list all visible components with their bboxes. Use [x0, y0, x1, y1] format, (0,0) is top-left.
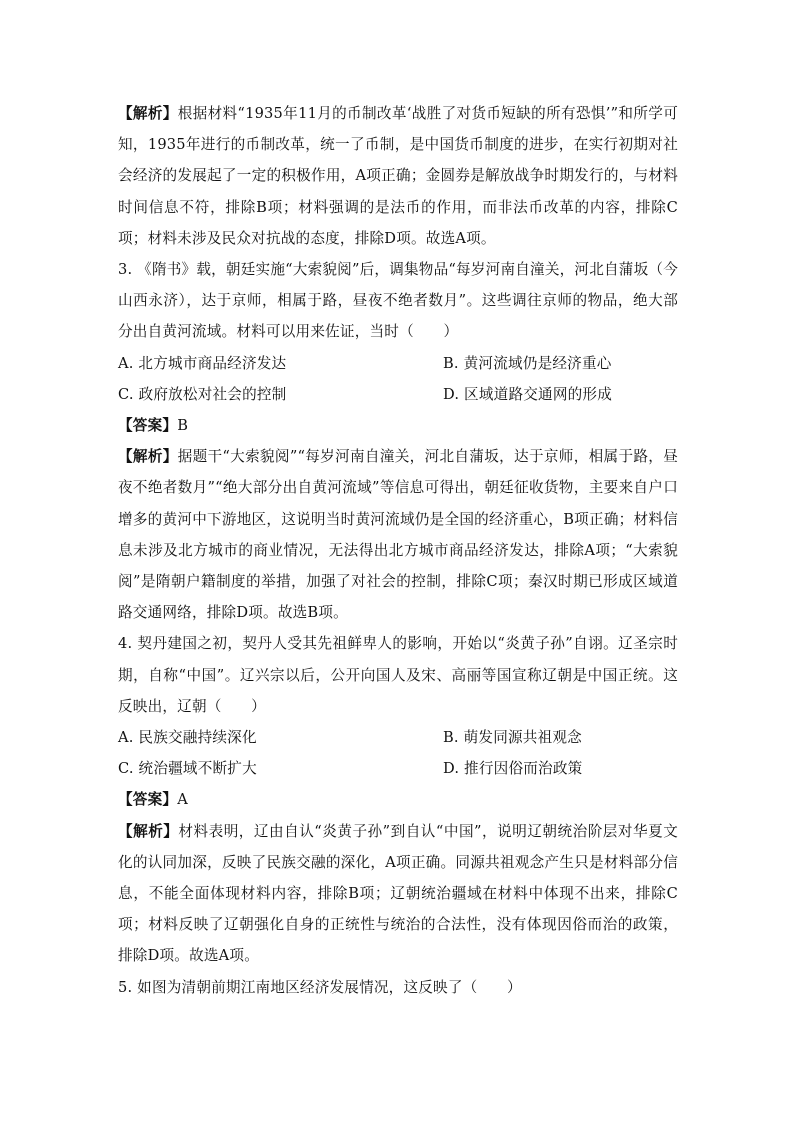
explanation-q3: [118, 441, 678, 628]
explanation-q2: [118, 98, 678, 254]
option-a[interactable]: A. 民族交融持续深化: [118, 729, 257, 747]
option-c[interactable]: C. 政府放松对社会的控制: [118, 385, 287, 403]
question-5: 5. 如图为清朝前期江南地区经济发展情况，这反映了（ ）: [118, 978, 522, 996]
option-b[interactable]: B. 黄河流域仍是经济重心: [443, 354, 612, 372]
explanation-text: 根据材料“1935年11月的币制改革‘战胜了对货币短缺的所有恐惧’”和所学可知，1935年进行的币制改革，统一了币制，是中国货币制度的进步，在实行初期对社会经济的发展起了一定的积极作用，A项正确；金圆券是解放战争时期发行的，与材料时间信息不符，排除B项；材料强调的是法币的作用，而非法币改革的内容，排除C项；材料未涉及民众对抗战的态度，排除D项。故选A项。: [118, 105, 678, 247]
explanation-tag: 【解析】: [118, 105, 178, 122]
answer-q4: [118, 784, 678, 815]
explanation-q4: [118, 816, 678, 972]
answer-q3: [118, 410, 678, 441]
answer-tag: 【答案】: [118, 417, 178, 435]
explanation-tag: 【解析】: [118, 448, 178, 466]
option-d[interactable]: D. 区域道路交通网的形成: [443, 385, 612, 403]
option-a[interactable]: A. 北方城市商品经济发达: [118, 354, 287, 372]
option-d[interactable]: D. 推行因俗而治政策: [443, 760, 583, 778]
question-3: 3. 《隋书》载，朝廷实施“大索貌阅”后，调集物品“每岁河南自潼关，河北自蒲坂（今山西永济），达于京师，相属于路，昼夜不绝者数月”。这些调往京师的物品，绝大部分出自黄河流域。材料可以用来佐证，当时（ ）: [118, 261, 678, 341]
options-q4: [118, 722, 678, 784]
option-c[interactable]: C. 统治疆域不断扩大: [118, 760, 257, 778]
explanation-text: 据题干“大索貌阅”“每岁河南自潼关，河北自蒲坂，达于京师，相属于路，昼夜不绝者数月”“绝大部分出自黄河流域”等信息可得出，朝廷征收货物，主要来自户口增多的黄河中下游地区，这说明当时黄河流域仍是全国的经济重心，B项正确；材料信息未涉及北方城市的商业情况，无法得出北方城市商品经济发达，排除A项；“大索貌阅”是隋朝户籍制度的举措，加强了对社会的控制，排除C项；秦汉时期已形成区域道路交通网络，排除D项。故选B项。: [118, 448, 678, 622]
answer-value: B: [177, 417, 189, 435]
explanation-text: 材料表明，辽由自认“炎黄子孙”到自认“中国”，说明辽朝统治阶层对华夏文化的认同加深，反映了民族交融的深化，A项正确。同源共祖观念产生只是材料部分信息，不能全面体现材料内容，排除B项；辽朝统治疆域在材料中体现不出来，排除C项；材料反映了辽朝强化自身的正统性与统治的合法性，没有体现因俗而治的政策，排除D项。故选A项。: [118, 822, 678, 965]
answer-tag: 【答案】: [118, 791, 178, 809]
answer-value: A: [177, 791, 188, 809]
question-4: 4. 契丹建国之初，契丹人受其先祖鲜卑人的影响，开始以“炎黄子孙”自诩。辽圣宗时期，自称“中国”。辽兴宗以后，公开向国人及宋、高丽等国宣称辽朝是中国正统。这反映出，辽朝（ ）: [118, 635, 678, 715]
options-q3: [118, 348, 678, 410]
explanation-tag: 【解析】: [118, 822, 179, 840]
option-b[interactable]: B. 萌发同源共祖观念: [443, 729, 582, 747]
document-page: [118, 98, 678, 1003]
